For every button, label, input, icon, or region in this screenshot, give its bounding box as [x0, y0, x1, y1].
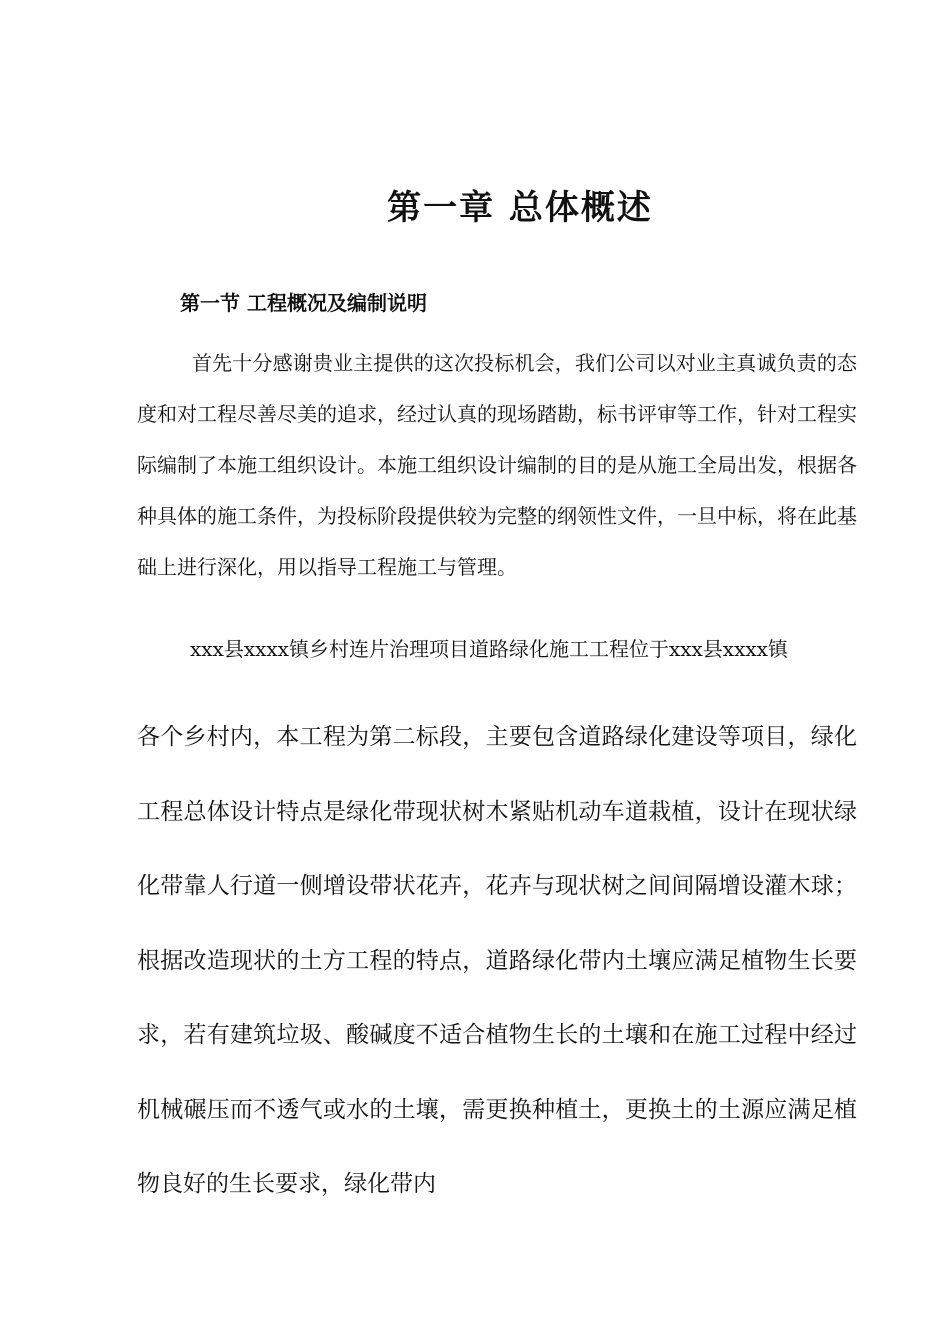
- chapter-title: 第一章 总体概述: [387, 188, 653, 228]
- intro-paragraph: 首先十分感谢贵业主提供的这次投标机会，我们公司以对业主真诚负责的态度和对工程尽善尽美的追求，经过认真的现场踏勘，标书评审等工作，针对工程实际编制了本施工组织设计。本施工组织设计编制的目的是从施工全局出发，根据各种具体的施工条件，为投标阶段提供较为完整的纲领性文件，一旦中标，将在此基础上进行深化，用以指导工程施工与管理。: [137, 351, 857, 579]
- section-title: 第一节 工程概况及编制说明: [180, 291, 427, 315]
- project-paragraph-body: 各个乡村内，本工程为第二标段，主要包含道路绿化建设等项目，绿化工程总体设计特点是绿化带现状树木紧贴机动车道栽植，设计在现状绿化带靠人行道一侧增设带状花卉，花卉与现状树之间间隔增设灌木球；根据改造现状的土方工程的特点，道路绿化带内土壤应满足植物生长要求，若有建筑垃圾、酸碱度不适合植物生长的土壤和在施工过程中经过机械碾压而不透气或水的土壤，需更换种植土，更换土的土源应满足植物良好的生长要求，绿化带内: [137, 724, 857, 1197]
- project-paragraph-first-line: xxx县xxxx镇乡村连片治理项目道路绿化施工工程位于xxx县xxxx镇: [190, 637, 788, 661]
